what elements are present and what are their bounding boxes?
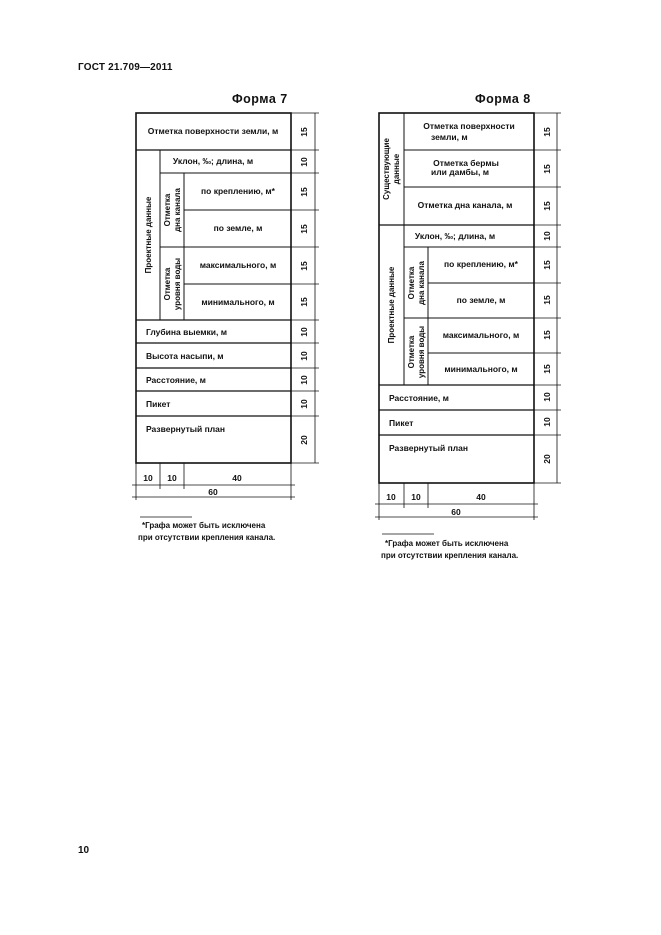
- form7-footnote: [138, 520, 275, 544]
- form7-dim-h5: 15: [299, 261, 309, 271]
- form7-group-water-2: уровня воды: [173, 257, 182, 311]
- form7-row-water-max: максимального, м: [199, 260, 277, 270]
- form8-dim-h2: 15: [542, 164, 552, 174]
- form8-dim-total: 60: [451, 507, 461, 517]
- form7-dim-h10: 10: [299, 399, 309, 409]
- document-header: ГОСТ 21.709—2011: [78, 62, 173, 73]
- form8-group-bank-2: дна канала: [417, 261, 426, 305]
- form7-footnote-line1: *Графа может быть исключена: [142, 521, 266, 530]
- form8-row-surface: Отметка поверхности: [423, 121, 515, 131]
- form7-footnote-line2: при отсутствии крепления канала.: [138, 533, 276, 542]
- form7-group-design: Проектные данные: [144, 196, 153, 274]
- form8-dim-h8: 15: [542, 364, 552, 374]
- form8-row-berm: Отметка бермы: [433, 158, 499, 168]
- form8-dim-h6: 15: [542, 295, 552, 305]
- form7-row-bank-ground: по земле, м: [213, 223, 263, 233]
- form7-dim-h3: 15: [299, 187, 309, 197]
- form7-dim-w2: 10: [167, 473, 177, 483]
- form8-dim-h9: 10: [542, 392, 552, 402]
- form7-row-distance: Расстояние, м: [146, 375, 206, 385]
- form7-dim-h7: 10: [299, 327, 309, 337]
- form8-title: Форма 8: [475, 92, 531, 106]
- form8-row-distance: Расстояние, м: [389, 393, 449, 403]
- form8-row-bottom: Отметка дна канала, м: [417, 200, 513, 210]
- form8-dim-h7: 15: [542, 330, 552, 340]
- form7-row-slope: Уклон, ‰; длина, м: [172, 156, 254, 166]
- form7-dim-h8: 10: [299, 351, 309, 361]
- form8-row-bank-fixing: по креплению, м*: [444, 259, 518, 269]
- form8-group-water-2: уровня воды: [417, 325, 426, 379]
- form7-dim-w3: 40: [232, 473, 242, 483]
- form8-dim-w1: 10: [386, 492, 396, 502]
- form7-row-bank-fixing: по креплению, м*: [201, 186, 275, 196]
- form7-dim-h1: 15: [299, 127, 309, 137]
- form7-dim-h2: 10: [299, 157, 309, 167]
- form8-dim-h10: 10: [542, 417, 552, 427]
- form7-dim-w1: 10: [143, 473, 153, 483]
- form8-dim-h3: 15: [542, 201, 552, 211]
- form8-footnote-line2: при отсутствии крепления канала.: [381, 551, 519, 560]
- form8-dim-h4: 10: [542, 231, 552, 241]
- form8-row-water-max: максимального, м: [442, 330, 520, 340]
- page-number: 10: [78, 845, 90, 856]
- form8-group-design: Проектные данные: [387, 266, 396, 344]
- form8-dim-h5: 15: [542, 260, 552, 270]
- form8-group-existing-1: Существующие: [382, 138, 391, 200]
- form8-group-water-1: Отметка: [407, 335, 416, 369]
- form7-row-cut-depth: Глубина выемки, м: [146, 327, 227, 337]
- form7-dim-h11: 20: [299, 435, 309, 445]
- form7-row-plan: Развернутый план: [146, 424, 226, 434]
- form7-row-water-min: минимального, м: [201, 297, 275, 307]
- form7-group-water-1: Отметка: [163, 267, 172, 301]
- form7-dim-h4: 15: [299, 224, 309, 234]
- form7-dim-total: 60: [208, 487, 218, 497]
- form8-dim-w2: 10: [411, 492, 421, 502]
- form8-row-berm-2: или дамбы, м: [431, 167, 490, 177]
- form7-row-surface: Отметка поверхности земли, м: [147, 126, 279, 136]
- form8-row-bank-ground: по земле, м: [456, 295, 506, 305]
- form8-dim-h11: 20: [542, 454, 552, 464]
- form8-row-slope: Уклон, ‰; длина, м: [414, 231, 496, 241]
- form8-dim-h1: 15: [542, 127, 552, 137]
- form8-row-water-min: минимального, м: [444, 364, 518, 374]
- form8-group-existing-2: данные: [392, 153, 401, 185]
- form8-row-plan: Развернутый план: [389, 443, 469, 453]
- form8-footnote-line1: *Графа может быть исключена: [385, 539, 509, 548]
- form7-dim-h9: 10: [299, 375, 309, 385]
- form8-row-surface-2: земли, м: [431, 132, 468, 142]
- form7-group-bank-2: дна канала: [173, 188, 182, 232]
- form8-footnote: [381, 538, 518, 562]
- form7-title: Форма 7: [232, 92, 288, 106]
- form7-row-fill-height: Высота насыпи, м: [146, 351, 224, 361]
- form7-group-bank-1: Отметка: [163, 193, 172, 227]
- form7-row-picket: Пикет: [146, 399, 171, 409]
- form7-dim-h6: 15: [299, 297, 309, 307]
- form8-row-picket: Пикет: [389, 418, 414, 428]
- form8-group-bank-1: Отметка: [407, 266, 416, 300]
- form8-dim-w3: 40: [476, 492, 486, 502]
